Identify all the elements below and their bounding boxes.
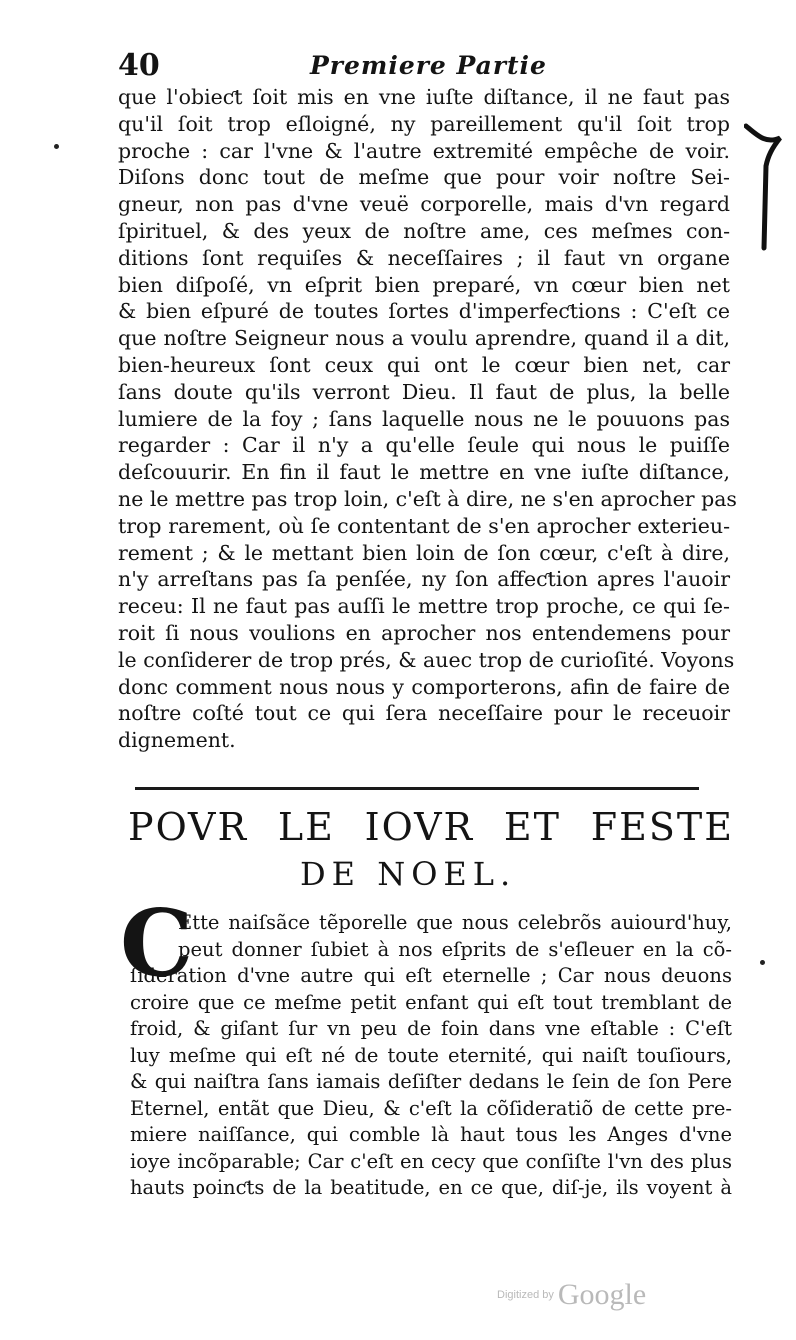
- text-line: peut donner ſubiet à nos eſprits de s'eſleuer en la cõ-: [178, 937, 732, 961]
- text-line: le conſiderer de trop prés, & auec trop de curioſité. Voyons: [118, 647, 735, 672]
- text-line: ditions ſont requiſes & neceſſaires ; il faut vn organe: [118, 245, 730, 270]
- text-line: rement ; & le mettant bien loin de ſon cœur, c'eſt à dire,: [118, 540, 730, 565]
- section-text: [130, 910, 732, 1202]
- text-line: que noſtre Seigneur nous a voulu aprendre, quand il a dit,: [118, 326, 730, 351]
- text-line: Diſons donc tout de meſme que pour voir noſtre Sei-: [118, 165, 730, 190]
- passage-text: [118, 84, 737, 754]
- text-line: dignement.: [118, 728, 236, 753]
- margin-bracket-mark: [744, 122, 784, 252]
- text-line: n'y arreſtans pas ſa penſée, ny ſon affeƈtion apres l'auoir: [118, 567, 730, 592]
- page-number: 40: [118, 48, 160, 83]
- text-line: noſtre coſté tout ce qui ſera neceſſaire pour le receuoir: [118, 701, 730, 726]
- text-line: gneur, non pas d'vne veuë corporelle, mais d'vn regard: [118, 192, 730, 217]
- text-line: Eternel, entãt que Dieu, & c'eſt la cõſideratiõ de cette pre-: [130, 1096, 732, 1120]
- text-line: proche : car l'vne & l'autre extremité empêche de voir.: [118, 138, 730, 163]
- watermark-prefix: Digitized by: [497, 1289, 554, 1301]
- text-line: receu: Il ne faut pas auſſi le mettre trop proche, ce qui ſe-: [118, 594, 730, 619]
- ink-speck: [54, 144, 59, 149]
- text-line: & qui naiſtra ſans iamais deſiſter dedans le ſein de ſon Pere: [130, 1070, 732, 1093]
- text-line: froid, & giſant ſur vn peu de foin dans vne eſtable : C'eſt: [130, 1017, 732, 1040]
- drop-cap: C: [120, 889, 194, 997]
- text-line: ioye incõparable; Car c'eſt en cecy que conſiſte l'vn des plus: [130, 1149, 732, 1173]
- text-line: luy meſme qui eſt né de toute eternité, qui naiſt touſiours,: [130, 1043, 732, 1067]
- text-line: donc comment nous nous y comporterons, afin de faire de: [118, 674, 730, 699]
- running-title: Premiere Partie: [310, 51, 547, 80]
- text-line: ne le mettre pas trop loin, c'eſt à dire, ne s'en aprocher pas: [118, 486, 737, 511]
- text-line: bien-heureux ſont ceux qui ont le cœur bien net, car: [118, 352, 730, 377]
- text-line: qu'il ſoit trop eſloigné, ny pareillement qu'il ſoit trop: [118, 111, 730, 136]
- text-line: croire que ce meſme petit enfant qui eſt tout tremblant de: [130, 990, 732, 1014]
- section-divider: [135, 787, 699, 790]
- section-subheading: DE NOEL.: [300, 855, 517, 893]
- text-line: deſcouurir. En fin il faut le mettre en vne iuſte diſtance,: [118, 460, 730, 485]
- text-line: miere naiſſance, qui comble là haut tous les Anges d'vne: [130, 1123, 732, 1146]
- text-line: ſideration d'vne autre qui eſt eternelle ; Car nous deuons: [130, 964, 732, 987]
- text-line: ſpirituel, & des yeux de noſtre ame, ces meſmes con-: [118, 218, 730, 243]
- digitized-watermark: [497, 1278, 646, 1312]
- text-line: hauts poinƈts de la beatitude, en ce que, diſ-je, ils voyent à: [130, 1176, 732, 1199]
- section-heading: POVR LE IOVR ET FESTE: [128, 805, 734, 849]
- text-line: roit ſi nous voulions en aprocher nos entendemens pour: [118, 620, 730, 645]
- text-line: bien diſpoſé, vn eſprit bien preparé, vn cœur bien net: [118, 272, 730, 297]
- ink-speck: [760, 960, 765, 965]
- text-line: trop rarement, où ſe contentant de s'en aprocher exterieu-: [118, 513, 730, 538]
- text-line: lumiere de la foy ; ſans laquelle nous ne le pouuons pas: [118, 406, 730, 431]
- text-line: que l'obieƈt ſoit mis en vne iuſte diſtance, il ne faut pas: [118, 85, 730, 109]
- text-line: ſans doute qu'ils verront Dieu. Il faut de plus, la belle: [118, 379, 730, 404]
- text-line: regarder : Car il n'y a qu'elle ſeule qui nous le puiſſe: [118, 433, 730, 458]
- text-line: Ette naiſsãce tẽporelle que nous celebrõs auiourd'huy,: [178, 911, 732, 934]
- text-line: & bien eſpuré de toutes ſortes d'imperfeƈtions : C'eſt ce: [118, 299, 730, 324]
- google-logo: Google: [557, 1278, 647, 1311]
- running-head: [118, 48, 728, 84]
